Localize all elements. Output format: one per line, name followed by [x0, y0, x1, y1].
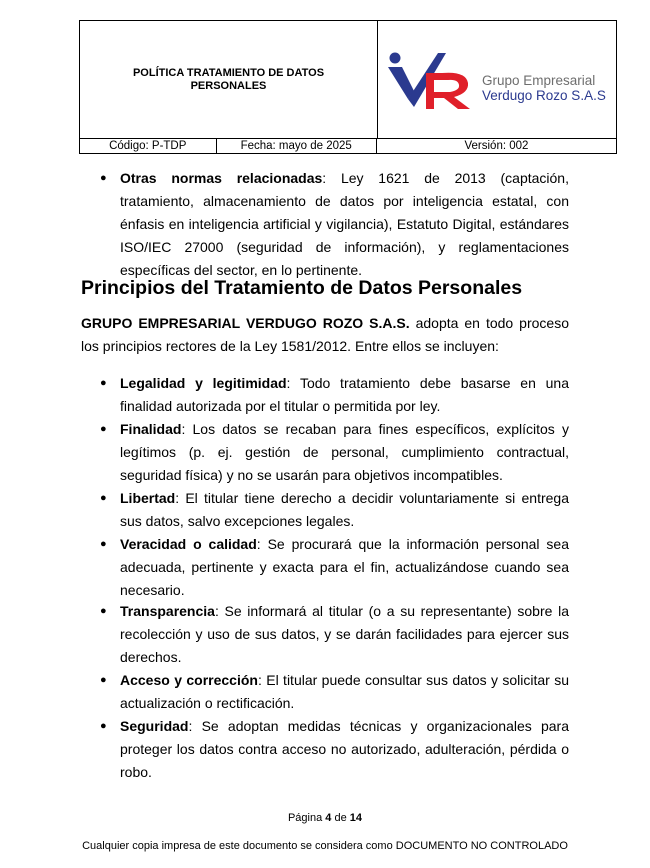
bullet-term: Libertad [120, 490, 176, 506]
document-version: Versión: 002 [464, 140, 529, 152]
bullet-term: Legalidad y legitimidad [120, 375, 287, 391]
bullet-text: : El titular puede consultar sus datos y solicitar su actualización o rectificación. [120, 672, 569, 711]
current-page: 4 [325, 812, 332, 824]
document-title [80, 21, 378, 138]
company-name: GRUPO EMPRESARIAL VERDUGO ROZO S.A.S. [81, 315, 410, 331]
document-code: Código: P-TDP [80, 138, 217, 154]
list-item [81, 533, 569, 602]
bullet-icon: ● [100, 605, 107, 617]
bullet-icon: ● [100, 674, 107, 686]
footer-notice: Cualquier copia impresa de este documento se considera como DOCUMENTO NO CONTROLADO [82, 840, 568, 852]
bullet-text: : Todo tratamiento debe basarse en una finalidad autorizada por el titular o permitida por ley. [120, 375, 569, 414]
logo-text-line-1: Grupo Empresarial [482, 73, 596, 88]
bullet-term: Finalidad [120, 421, 182, 437]
bullet-text: : Se informará al titular (o a su representante) sobre la recolección y uso de sus datos, y se darán facilidades para ejercer sus derechos. [120, 603, 569, 665]
bullet-text: : El titular tiene derecho a decidir voluntariamente si entrega sus datos, salvo excepciones legales. [120, 490, 569, 529]
bullet-icon: ● [100, 377, 107, 389]
page-number: Página 4 de 14 [287, 812, 363, 824]
logo-text-line-2: Verdugo Rozo S.A.S [482, 88, 606, 103]
bullet-text: : Se procurará que la información personal sea adecuada, pertinente y exacta para el fin, actualizándose cuando sea necesario. [120, 536, 569, 598]
bullet-icon: ● [100, 172, 107, 184]
bullet-term: Veracidad o calidad [120, 536, 257, 552]
bullet-term: Seguridad [120, 718, 189, 734]
document-date: Fecha: mayo de 2025 [217, 138, 377, 154]
bullet-icon: ● [100, 720, 107, 732]
list-item [81, 600, 569, 669]
header-top-row [80, 21, 616, 139]
list-item [81, 669, 569, 715]
bullet-text: : Ley 1621 de 2013 (captación, tratamiento, almacenamiento de datos por inteligencia estatal, con énfasis en inteligencia artificial y vigilancia), Estatuto Digital, estándares ISO/IEC 27000 (seguridad de información), y reglamentaciones específicas del sector, en lo pertinente. [120, 170, 569, 278]
header-meta-row [80, 138, 616, 154]
bullet-term: Transparencia [120, 603, 215, 619]
bullet-icon: ● [100, 538, 107, 550]
title-line-2: PERSONALES [190, 79, 267, 92]
bullet-icon: ● [100, 423, 107, 435]
logo-mark-icon [386, 49, 486, 119]
list-item [81, 487, 569, 533]
list-item [81, 715, 569, 784]
bullet-term: Acceso y corrección [120, 672, 258, 688]
title-line-1: POLÍTICA TRATAMIENTO DE DATOS [132, 66, 325, 79]
bullet-term: Otras normas relacionadas [120, 170, 323, 186]
section-heading: Principios del Tratamiento de Datos Personales [81, 277, 523, 299]
bullet-text: : Los datos se recaban para fines específicos, explícitos y legítimos (p. ej. gestión de personal, cumplimiento contractual, seguridad física) y no se usarán para objetivos incompatibles. [120, 421, 569, 483]
total-pages: 14 [349, 812, 363, 824]
bullet-text: : Se adoptan medidas técnicas y organizacionales para proteger los datos contra acceso no autorizado, adulteración, pérdida o robo. [120, 718, 569, 780]
list-item [81, 418, 569, 487]
section-intro [81, 312, 569, 358]
list-item [81, 167, 569, 282]
intro-text: adopta en todo proceso los principios rectores de la Ley 1581/2012. Entre ellos se incluyen: [81, 315, 569, 354]
document-header [79, 20, 617, 154]
company-logo [378, 21, 618, 138]
list-item [81, 372, 569, 418]
bullet-icon: ● [100, 492, 107, 504]
